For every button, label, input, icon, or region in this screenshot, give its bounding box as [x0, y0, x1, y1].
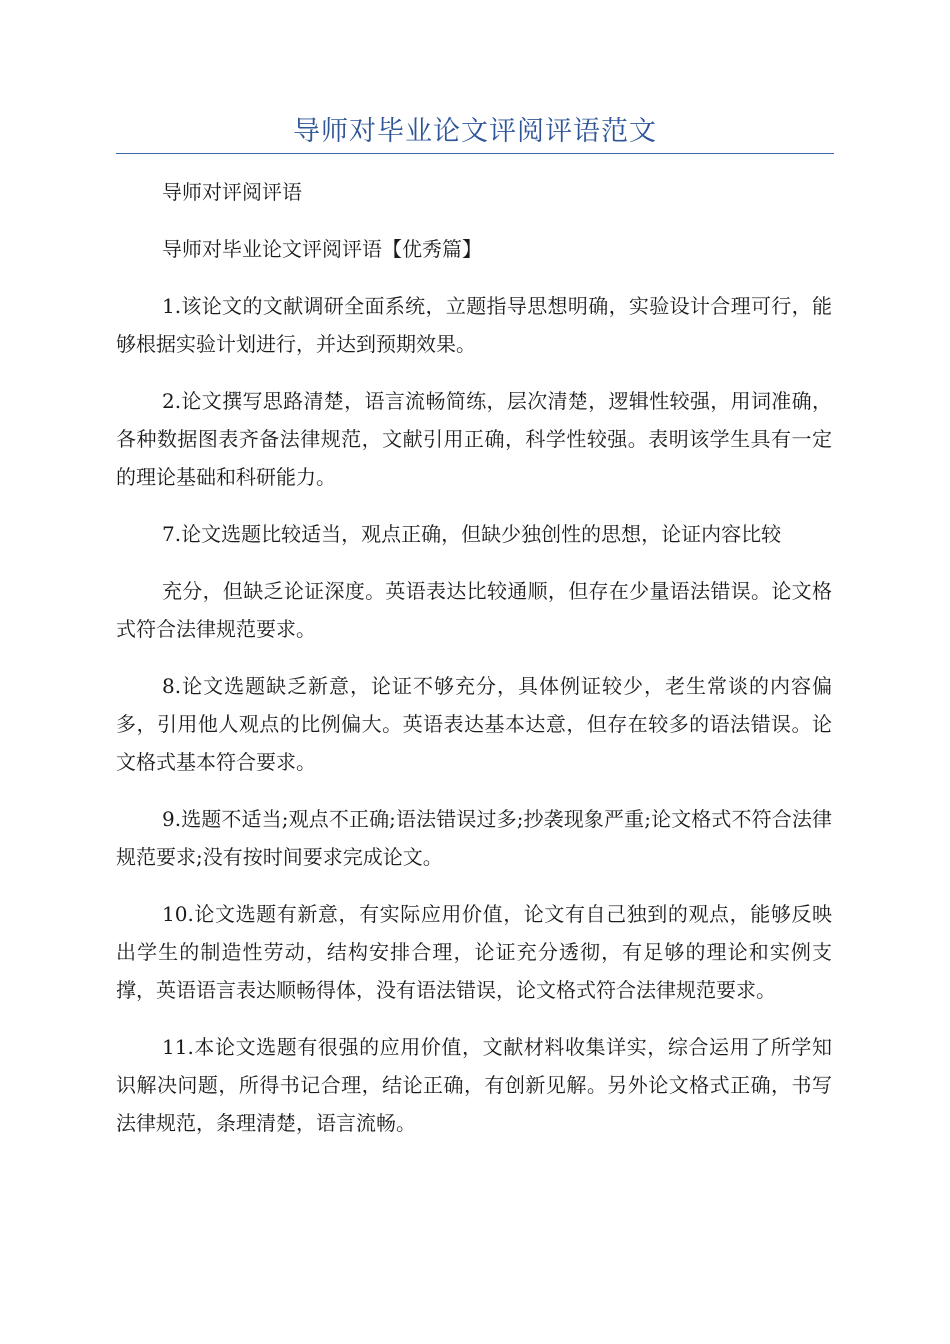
- paragraph-item-7-continued: 充分，但缺乏论证深度。英语表达比较通顺，但存在少量语法错误。论文格式符合法律规范要求。: [116, 579, 832, 641]
- paragraph-item-1: 1.该论文的文献调研全面系统，立题指导思想明确，实验设计合理可行，能够根据实验计划进行，并达到预期效果。: [116, 294, 832, 356]
- paragraph-subheading: 导师对毕业论文评阅评语【优秀篇】: [162, 237, 482, 261]
- paragraph-item-9: 9.选题不适当;观点不正确;语法错误过多;抄袭现象严重;论文格式不符合法律规范要求;没有按时间要求完成论文。: [116, 807, 832, 869]
- title-underline: [116, 153, 834, 154]
- paragraph-heading: 导师对评阅评语: [162, 180, 302, 204]
- document-body: [116, 173, 832, 1161]
- paragraph-item-11: 11.本论文选题有很强的应用价值，文献材料收集详实，综合运用了所学知识解决问题，所得书记合理，结论正确，有创新见解。另外论文格式正确，书写法律规范，条理清楚，语言流畅。: [116, 1035, 832, 1135]
- paragraph-item-2: 2.论文撰写思路清楚，语言流畅简练，层次清楚，逻辑性较强，用词准确，各种数据图表齐备法律规范，文献引用正确，科学性较强。表明该学生具有一定的理论基础和科研能力。: [116, 389, 832, 489]
- paragraph-item-7: 7.论文选题比较适当，观点正确，但缺少独创性的思想，论证内容比较: [162, 522, 782, 546]
- document-title: 导师对毕业论文评阅评语范文: [293, 116, 657, 147]
- paragraph-item-8: 8.论文选题缺乏新意，论证不够充分，具体例证较少，老生常谈的内容偏多，引用他人观点的比例偏大。英语表达基本达意，但存在较多的语法错误。论文格式基本符合要求。: [116, 674, 832, 774]
- paragraph-item-10: 10.论文选题有新意，有实际应用价值，论文有自己独到的观点，能够反映出学生的制造性劳动，结构安排合理，论证充分透彻，有足够的理论和实例支撑，英语语言表达顺畅得体，没有语法错误，论文格式符合法律规范要求。: [116, 902, 832, 1002]
